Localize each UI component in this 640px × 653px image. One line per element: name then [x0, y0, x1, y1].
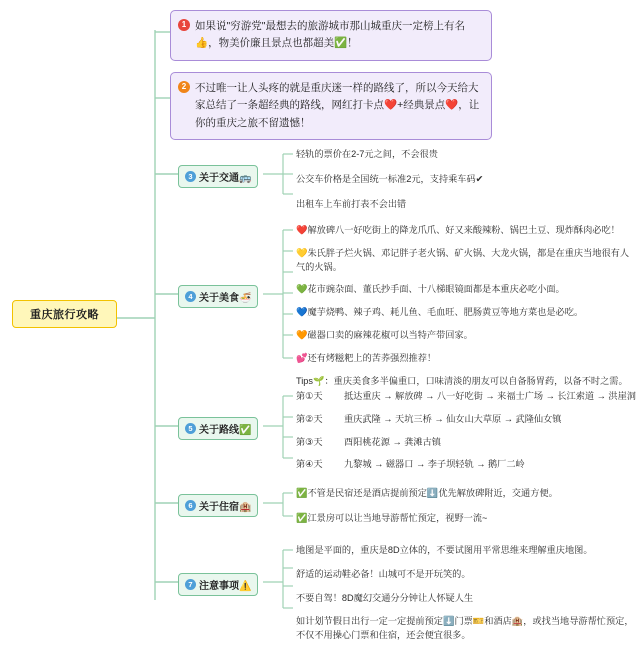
intro-text-2: 不过唯一让人头疼的就是重庆迷一样的路线了，所以今天给大家总结了一条超经典的路线，网红打卡点❤️+经典景点❤️，让你的重庆之旅不留遗憾！ [195, 82, 480, 129]
route-row [296, 390, 636, 404]
branch-number-icon: 6 [185, 500, 196, 511]
route-day: 第②天 [296, 413, 323, 424]
leaf-item: 💕还有烤糍粑上的苦荞强烈推荐！ [296, 352, 437, 363]
leaf-item: ✅不管是民宿还是酒店提前预定⬇️优先解放碑附近，交通方便。 [296, 488, 558, 498]
leaf-item: 轻轨的票价在2-7元之间，不会很贵 [296, 149, 438, 159]
branch-label-notice[interactable] [178, 573, 258, 596]
route-path: 抵达重庆 → 解放碑 → 八一好吃街 → 来福士广场 → 长江索道 → 洪崖洞 [344, 391, 636, 401]
route-day: 第③天 [296, 436, 323, 447]
route-path: 酉阳桃花源 → 龚滩古镇 [344, 436, 441, 447]
route-day: 第④天 [296, 459, 323, 470]
branch-number-icon: 3 [185, 171, 196, 182]
root-label: 重庆旅行攻略 [30, 309, 99, 321]
branch-number-icon: 5 [185, 423, 196, 434]
leaf-item: Tips🌱：重庆美食多半偏重口，口味清淡的朋友可以自备肠胃药，以备不时之需。 [296, 375, 628, 386]
leaf-item: 💛朱氏胖子烂火锅、邓记胖子老火锅、矿火锅、大龙火锅，都是在重庆当地很有人气的火锅。 [296, 247, 630, 272]
leaf-item: 地图是平面的，重庆是8D立体的，不要试图用平常思维来理解重庆地图。 [296, 545, 593, 555]
route-path: 九黎城 → 磁器口 → 李子坝轻轨 → 鹅厂二岭 [344, 459, 525, 470]
branch-label-text: 关于美食🍜 [199, 293, 252, 304]
route-row [296, 413, 632, 427]
branch-label-text: 关于住宿🏨 [199, 502, 252, 513]
branch-label-text: 注意事项⚠️ [199, 581, 252, 592]
leaf-group-accommodation [296, 487, 632, 537]
leaf-item: 舒适的运动鞋必备！山城可不是开玩笑的。 [296, 568, 471, 579]
branch-number-icon: 4 [185, 291, 196, 302]
bullet-number-icon: 1 [178, 19, 190, 31]
leaf-item: 💙魔芋烧鸭、辣子鸡、耗儿鱼、毛血旺、肥肠黄豆等地方菜也是必吃。 [296, 307, 584, 318]
route-row [296, 458, 632, 472]
root-node[interactable] [12, 300, 117, 328]
leaf-group-traffic [296, 148, 626, 222]
route-day: 第①天 [296, 391, 323, 401]
branch-label-text: 关于路线✅ [199, 425, 252, 436]
leaf-item: 出租车上车前打表不会出错 [296, 198, 407, 209]
branch-label-route[interactable] [178, 417, 258, 440]
bullet-number-icon: 2 [178, 81, 190, 93]
branch-number-icon: 7 [185, 579, 196, 590]
intro-box-2 [170, 72, 492, 140]
intro-box-1 [170, 10, 492, 61]
leaf-item: 🧡磁器口卖的麻辣花椒可以当特产带回家。 [296, 329, 473, 340]
route-path: 重庆武隆 → 天坑三桥 → 仙女山大草原 → 武隆仙女镇 [344, 413, 562, 424]
leaf-item: 如计划节假日出行一定一定提前预定⬇️门票🎫和酒店🏨，或找当地导游帮忙预定，不仅不用操心门票和住宿，还会便宜很多。 [296, 616, 634, 641]
branch-label-accommodation[interactable] [178, 494, 258, 517]
leaf-group-notice [296, 544, 636, 653]
leaf-group-route [296, 390, 636, 481]
branch-label-food[interactable] [178, 285, 258, 308]
leaf-group-food [296, 224, 632, 397]
leaf-item: ❤️解放碑八一好吃街上的降龙爪爪、好又来酸辣粉、锅巴土豆、现炸酥肉必吃！ [296, 225, 620, 235]
branch-label-text: 关于交通🚌 [199, 173, 252, 184]
branch-label-traffic[interactable] [178, 165, 258, 188]
route-row [296, 436, 632, 450]
leaf-item: ✅江景房可以让当地导游帮忙预定，视野一流~ [296, 512, 488, 523]
leaf-item: 公交车价格是全国统一标准2元，支持乘车码✔ [296, 173, 484, 184]
leaf-item: 💚花市豌杂面、董氏抄手面、十八梯眼镜面都是本重庆必吃小面。 [296, 284, 565, 295]
leaf-item: 不要自驾！8D魔幻交通分分钟让人怀疑人生 [296, 592, 474, 603]
intro-text-1: 如果说"穷游党"最想去的旅游城市那山城重庆一定榜上有名👍，物美价廉且景点也都超美✅！ [195, 20, 465, 50]
